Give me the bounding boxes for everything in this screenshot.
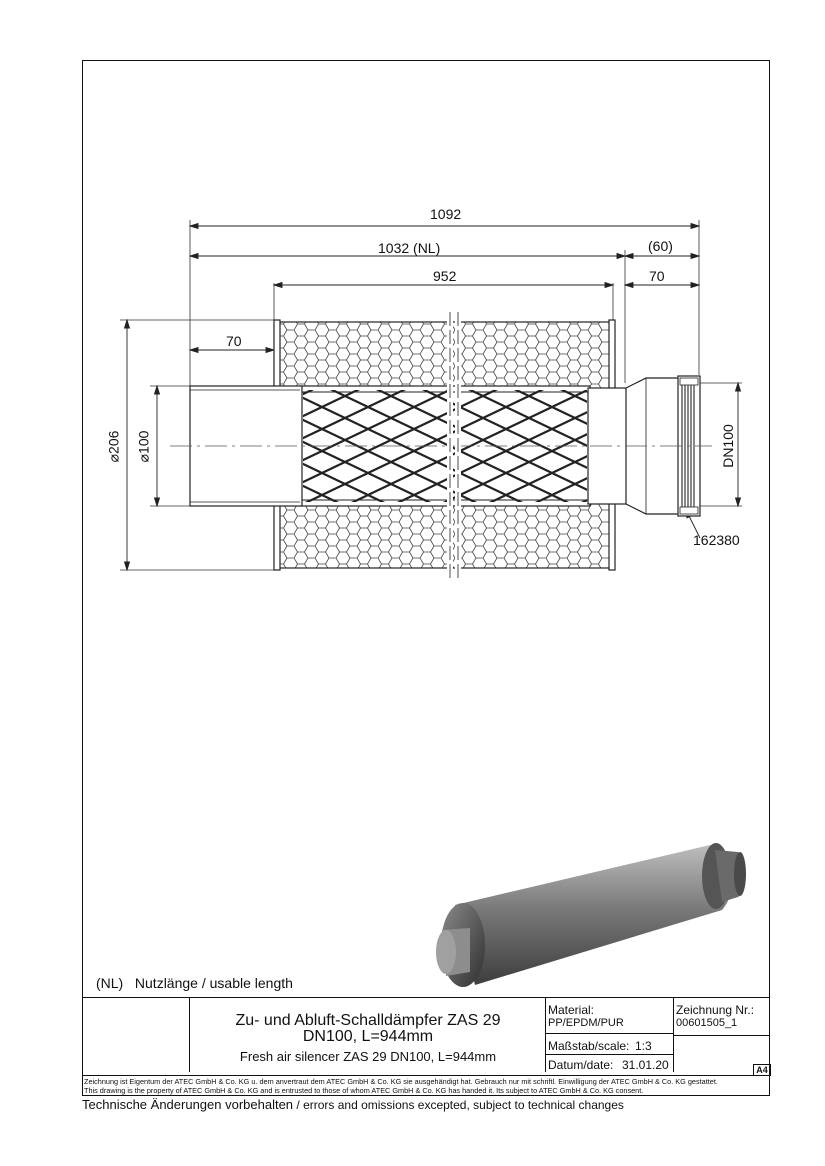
footer-separator: / <box>293 1098 304 1112</box>
title-cell <box>190 998 546 1072</box>
title-block <box>82 997 770 1097</box>
drawing-number-label: Zeichnung Nr.: <box>676 1003 755 1017</box>
legend-abbr: (NL) <box>96 975 124 991</box>
material-scale-cell <box>546 998 674 1072</box>
silencer-3d-view <box>436 843 746 987</box>
dim-spigot-right: 70 <box>649 268 665 284</box>
dim-spigot-left: 70 <box>226 333 242 349</box>
footer-de: Technische Änderungen vorbehalten <box>82 1097 294 1112</box>
dim-dn-label: DN100 <box>719 424 736 468</box>
dim-body-length: 952 <box>433 268 457 284</box>
date-label: Datum/date: <box>548 1058 614 1072</box>
scale-value: 1:3 <box>635 1039 652 1053</box>
title-en: Fresh air silencer ZAS 29 DN100, L=944mm <box>239 1049 497 1064</box>
material-label: Material: <box>548 1003 595 1017</box>
dim-inner-diameter: ⌀100 <box>135 430 152 463</box>
silencer-section <box>170 312 712 580</box>
footer-note <box>82 1097 624 1112</box>
dim-outer-diameter: ⌀206 <box>105 430 122 463</box>
seal-part-number: 162380 <box>693 532 740 548</box>
material-value: PP/EPDM/PUR <box>548 1017 624 1029</box>
legend-text: Nutzlänge / usable length <box>134 975 293 991</box>
legend-note <box>96 975 293 991</box>
drawing-number-cell <box>674 998 770 1036</box>
property-notice-en: This drawing is the property of ATEC GmbH & Co. KG and is entrusted to those of whom ATEC GmbH & Co. KG has handed it. Its subject to ATEC GmbH & Co. KG consent. <box>84 1086 644 1095</box>
date-value: 31.01.20 <box>622 1058 669 1072</box>
drawing-number-value: 00601505_1 <box>676 1017 738 1029</box>
paper-format-badge: A4 <box>753 1064 771 1076</box>
scale-label: Maßstab/scale: <box>548 1039 630 1053</box>
dim-socket-depth: (60) <box>648 238 673 254</box>
title-de-line1: Zu- und Abluft-Schalldämpfer ZAS 29 <box>235 1012 501 1029</box>
dim-total-length: 1092 <box>430 206 462 222</box>
title-block-blank-cell <box>82 998 190 1072</box>
footer-en: errors and omissions excepted, subject to technical changes <box>303 1098 624 1112</box>
property-notice-de: Zeichnung ist Eigentum der ATEC GmbH & Co. KG u. dem anvertraut dem ATEC GmbH & Co. KG sie ausgehändigt hat. Gebrauch nur mit schriftl. Einwilligung der ATEC GmbH & Co. KG gestattet. <box>84 1077 718 1086</box>
title-de-line2: DN100, L=944mm <box>302 1028 434 1045</box>
dim-nominal-length: 1032 (NL) <box>378 240 441 256</box>
